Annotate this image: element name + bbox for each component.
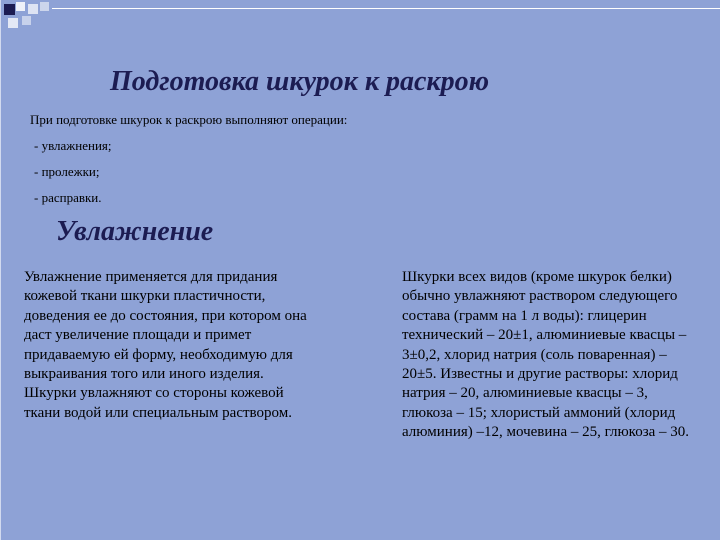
left-column-text: Увлажнение применяется для придания кожевой ткани шкурки пластичности, доведения ее до состояния, при котором она даст увеличение площади и примет придаваемую ей форму, необходимую для выкраивания того или иного изделия. Шкурки увлажняют со стороны кожевой ткани водой или специальным раствором.: [24, 269, 307, 421]
right-column-text: Шкурки всех видов (кроме шкурок белки) обычно увлажняют раствором следующего состава (грамм на 1 л воды): глицерин технический – 20±1, алюминиевые квасцы – 3±0,2, хлорид натрия (соль поваренная) – 20±5. Известны и другие растворы: хлорид натрия – 20, алюминиевые квасцы – 3, глюкоза – 15; хлористый аммоний (хлорид алюминия) –12, мочевина – 25, глюкоза – 30.: [402, 269, 690, 441]
top-divider-line: [52, 8, 720, 9]
corner-squares-decoration: [0, 0, 60, 40]
section-heading: Увлажнение: [56, 216, 214, 247]
left-border-line: [0, 0, 1, 540]
slide-title: Подготовка шкурок к раскрою: [110, 66, 490, 97]
intro-text: При подготовке шкурок к раскрою выполняют операции:: [30, 112, 348, 127]
operations-list: [34, 136, 112, 214]
list-item: - увлажнения;: [34, 138, 112, 153]
list-item: - расправки.: [34, 190, 102, 205]
list-item: - пролежки;: [34, 164, 100, 179]
